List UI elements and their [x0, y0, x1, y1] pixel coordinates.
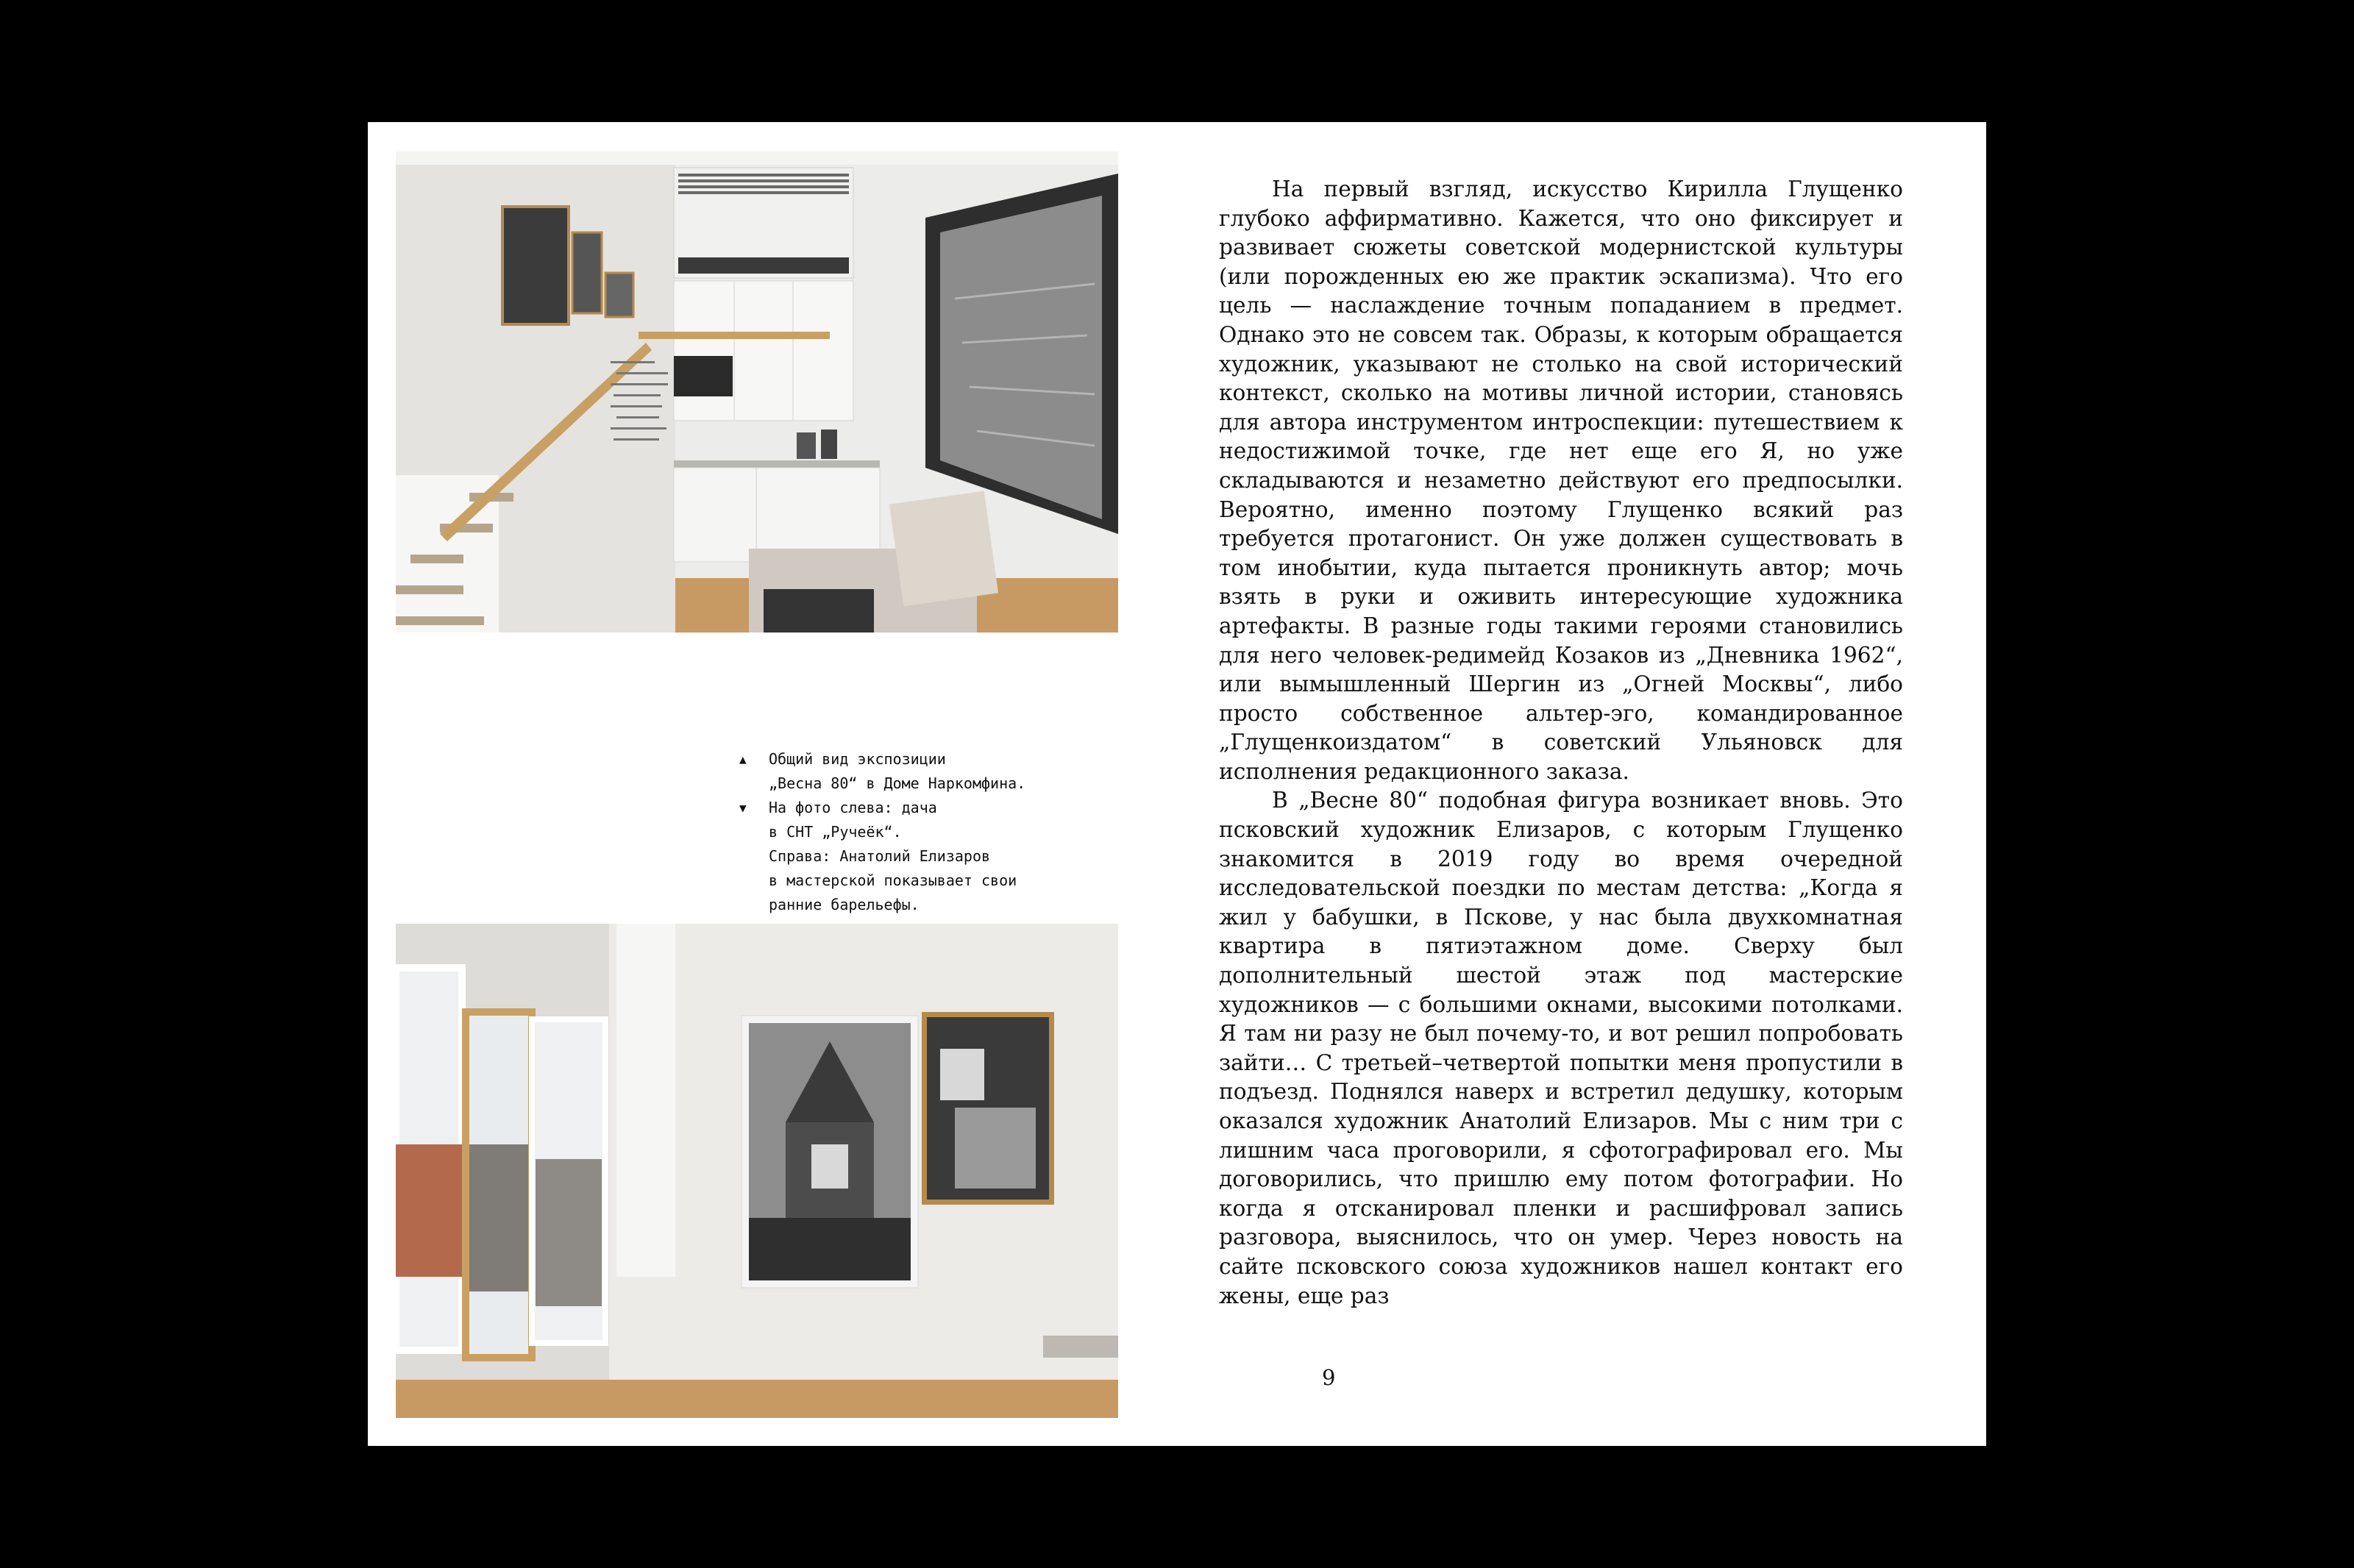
- article-paragraph: На первый взгляд, искусство Кирилла Глущенко глубоко аффирмативно. Кажется, что оно фиксирует и развивает сюжеты советской модернистской культуры (или порожденных ею же практик эскапизма). Что его цель — наслаждение точным попаданием в предмет. Однако это не совсем так. Образы, к которым обращается художник, указывают не столько на свой исторический контекст, сколько на мотивы личной истории, становясь для автора инструментом интроспекции: путешествием к недостижимой точке, где нет еще его Я, но уже складываются и незаметно действуют его предпосылки. Вероятно, именно поэтому Глущенко всякий раз требуется протагонист. Он уже должен существовать в том инобытии, куда пытается проникнуть автор; мочь взять в руки и оживить интересующие художника артефакты. В разные годы такими героями становились для него человек-редимейд Козаков из „Дневника 1962“, или вымышленный Шергин из „Огней Москвы“, либо просто собственное альтер-эго, командированное „Глущенкоиздатом“ в советский Ульяновск для исполнения редакционного заказа.: [1219, 177, 1903, 784]
- article-body: [1219, 175, 1903, 1311]
- caption-item: [739, 747, 1122, 796]
- page-number: 9: [1322, 1365, 1336, 1390]
- triangle-up-icon: ▲: [739, 752, 747, 766]
- caption-text: Общий вид экспозиции „Весна 80“ в Доме Наркомфина.: [769, 750, 1026, 792]
- exhibition-interior-photo: [396, 152, 1118, 632]
- photo-caption: [739, 747, 1122, 917]
- gallery-room-photo: [396, 924, 1118, 1418]
- triangle-down-icon: ▼: [739, 801, 747, 815]
- book-spread: [368, 122, 1986, 1446]
- article-paragraph: В „Весне 80“ подобная фигура возникает вновь. Это псковский художник Елизаров, с которым Глущенко знакомится в 2019 году во время очередной исследовательской поездки по местам детства: „Когда я жил у бабушки, в Пскове, у нас была двухкомнатная квартира в пятиэтажном доме. Сверху был дополнительный шестой этаж под мастерские художников — с большими окнами, высокими потолками. Я там ни разу не был почему-то, и вот решил попробовать зайти… С третьей–четвертой попытки меня пропустили в подъезд. Поднялся наверх и встретил дедушку, которым оказался художник Анатолий Елизаров. Мы с ним три с лишним часа проговорили, я сфотографировал его. Мы договорились, что пришлю ему потом фотографии. Но когда я отсканировал пленки и расшифровал запись разговора, выяснилось, что он умер. Через новость на сайте псковского союза художников нашел контакт его жены, еще раз: [1219, 788, 1903, 1308]
- caption-text: На фото слева: дача в СНТ „Ручеёк“. Справа: Анатолий Елизаров в мастерской показывает свои ранние барельефы.: [769, 799, 1017, 913]
- caption-item: [739, 796, 1122, 917]
